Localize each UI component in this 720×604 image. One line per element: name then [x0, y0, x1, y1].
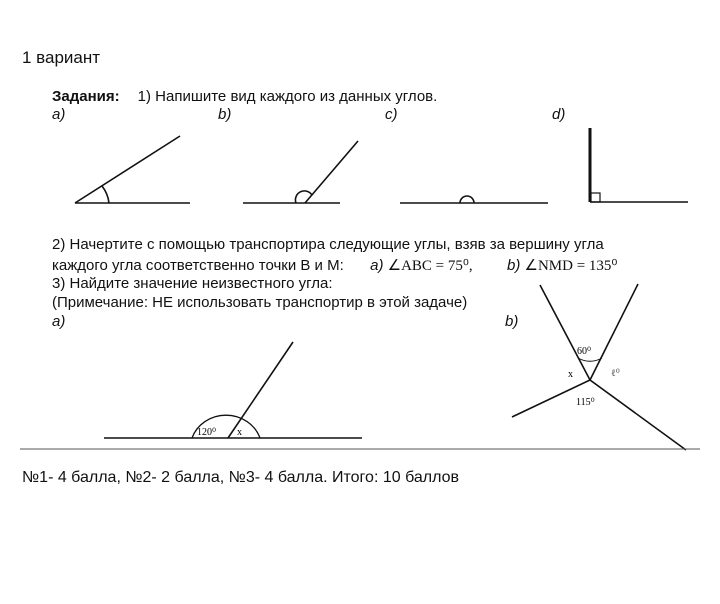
faint-mark: ℓ⁰: [611, 368, 620, 379]
task3-figure-a: [104, 342, 362, 438]
task3-label-a: a): [52, 313, 66, 330]
unknown-x-label-b: x: [568, 369, 573, 380]
obtuse-angle-figure: [243, 141, 358, 203]
angle-60-label: 60⁰: [577, 346, 592, 357]
tasks-heading: Задания:: [52, 88, 120, 105]
task3-figure-b: [512, 284, 686, 450]
task2-part-a-label: a): [370, 257, 384, 274]
task2-line1: 2) Начертите с помощью транспортира следующие углы, взяв за вершину угла: [52, 236, 604, 253]
angle-120-label: 120⁰: [197, 427, 217, 438]
acute-angle-figure: [75, 136, 190, 203]
task2-angle-abc: ∠ABC = 75⁰,: [387, 258, 473, 274]
task1-text: 1) Напишите вид каждого из данных углов.: [137, 88, 438, 105]
right-angle-figure: [590, 128, 688, 202]
label-angle-a: a): [52, 106, 66, 123]
scoring-summary: №1- 4 балла, №2- 2 балла, №3- 4 балла. Итого: 10 баллов: [22, 469, 460, 486]
label-angle-c: c): [385, 106, 398, 123]
angle-115-label: 115⁰: [576, 397, 595, 408]
straight-angle-figure: [400, 196, 548, 203]
task3-label-b: b): [505, 313, 519, 330]
label-angle-d: d): [552, 106, 566, 123]
label-angle-b: b): [218, 106, 232, 123]
task2-line2-text: каждого угла соответственно точки B и M:: [52, 257, 344, 274]
task2-part-b-label: b): [507, 257, 521, 274]
task3-line2: (Примечание: НЕ использовать транспортир в этой задаче): [52, 294, 468, 311]
task2-angle-nmd: ∠NMD = 135⁰: [524, 258, 618, 274]
unknown-x-label-a: x: [237, 427, 242, 438]
task3-line1: 3) Найдите значение неизвестного угла:: [52, 275, 333, 292]
variant-title: 1 вариант: [22, 48, 101, 67]
